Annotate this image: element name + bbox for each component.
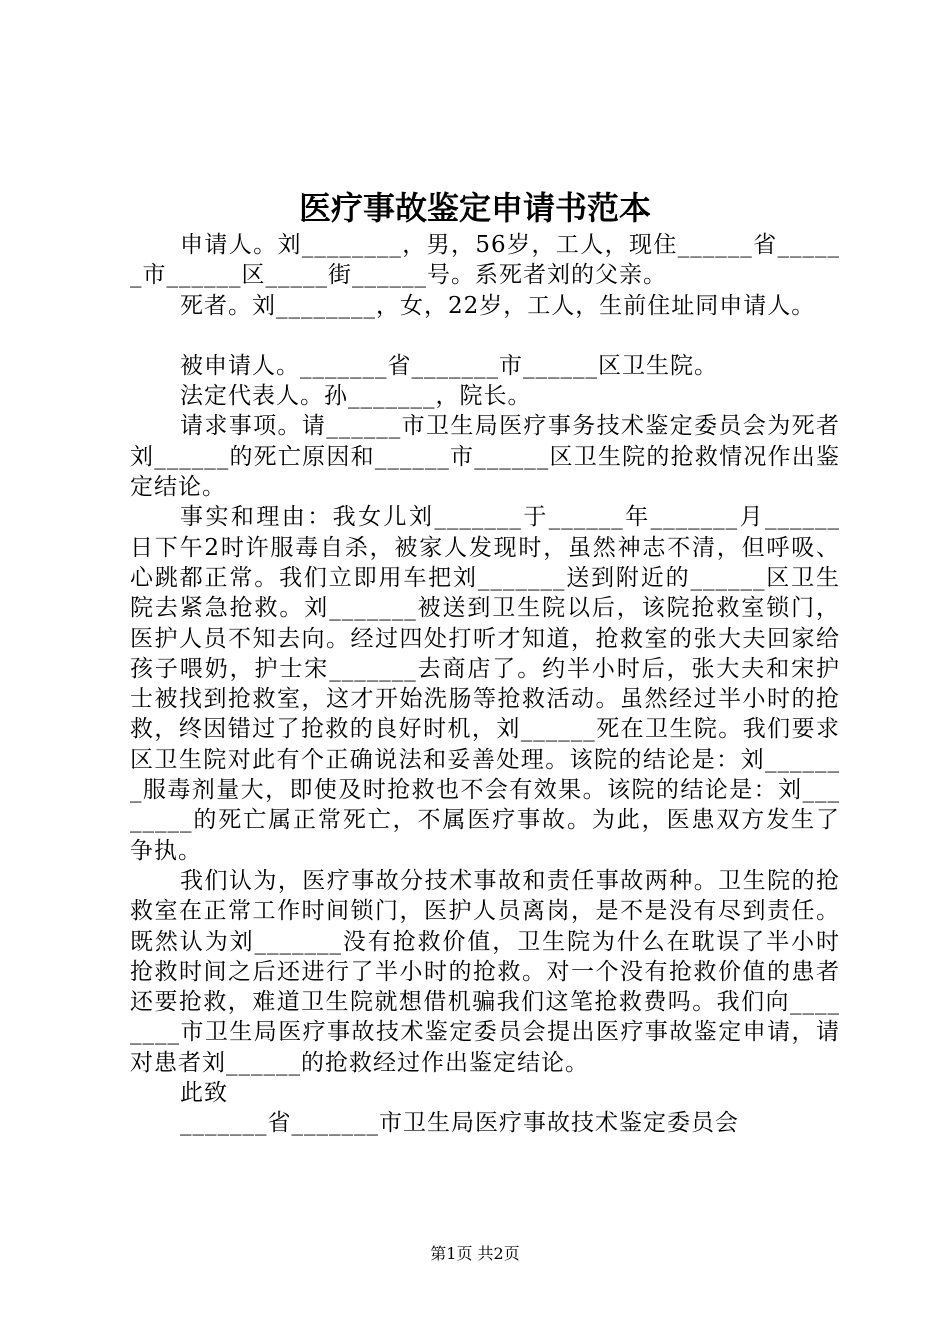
paragraph-salutation: 此致 <box>180 1080 228 1107</box>
document-body <box>130 230 840 1139</box>
document-title: 医疗事故鉴定申请书范本 <box>298 189 651 227</box>
paragraph-applicant: 申请人。刘________，男，56岁，工人，现住______省______市______区_____街______号。系死者刘的父亲。 <box>130 232 840 289</box>
paragraph-deceased: 死者。刘________，女，22岁，工人，生前住址同申请人。 <box>180 292 816 319</box>
paragraph-respondent: 被申请人。_______省_______市______区卫生院。 <box>180 352 718 379</box>
page-number: 第1页 共2页 <box>430 1244 520 1263</box>
paragraph-legal-representative: 法定代表人。孙_______，院长。 <box>180 383 532 410</box>
paragraph-opinion: 我们认为，医疗事故分技术事故和责任事故两种。卫生院的抢救室在正常工作时间锁门，医护人员离岗，是不是没有尽到责任。既然认为刘_______没有抢救价值，卫生院为什么在耽误了半小时抢救时间之后还进行了半小时的抢救。对一个没有抢救价值的患者还要抢救，难道卫生院就想借机骗我们这笔抢救费吗。我们向________市卫生局医疗事故技术鉴定委员会提出医疗事故鉴定申请，请对患者刘______的抢救经过作出鉴定结论。 <box>130 867 840 1076</box>
paragraph-request: 请求事项。请______市卫生局医疗事务技术鉴定委员会为死者刘______的死亡原因和______市______区卫生院的抢救情况作出鉴定结论。 <box>130 413 840 501</box>
paragraph-recipient: _______省_______市卫生局医疗事故技术鉴定委员会 <box>180 1110 739 1137</box>
paragraph-facts: 事实和理由：我女儿刘_______于______年_______月______日下午2时许服毒自杀，被家人发现时，虽然神志不清，但呼吸、心跳都正常。我们立即用车把刘_______送到附近的______区卫生院去紧急抢救。刘_______被送到卫生院以后，该院抢救室锁门，医护人员不知去向。经过四处打听才知道，抢救室的张大夫回家给孩子喂奶，护士宋_______去商店了。约半小时后，张大夫和宋护士被找到抢救室，这才开始洗肠等抢救活动。虽然经过半小时的抢救，终因错过了抢救的良好时机，刘______死在卫生院。我们要求区卫生院对此有个正确说法和妥善处理。该院的结论是：刘_______服毒剂量大，即使及时抢救也不会有效果。该院的结论是：刘________的死亡属正常死亡，不属医疗事故。为此，医患双方发生了争执。 <box>130 504 840 864</box>
